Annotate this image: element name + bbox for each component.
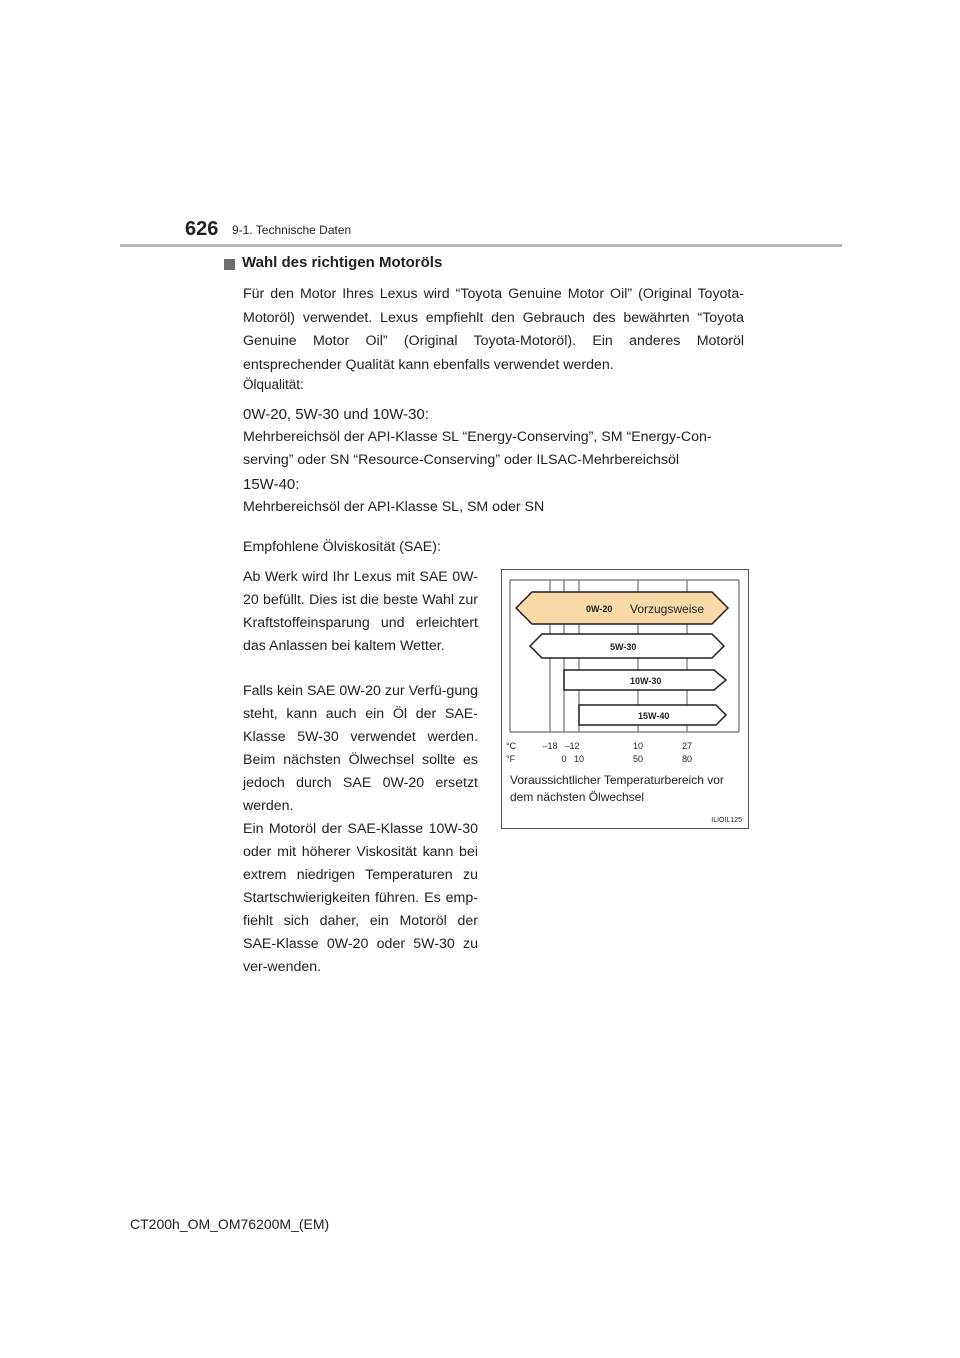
bar-label-preferred: Vorzugsweise bbox=[630, 602, 705, 616]
tick-c-27: 27 bbox=[681, 741, 693, 751]
paragraph-factory-fill: Ab Werk wird Ihr Lexus mit SAE 0W-20 befüllt. Dies ist die beste Wahl zur Kraftstoffeinsparung und erleichtert das Anlassen bei kaltem Wetter. bbox=[243, 569, 478, 654]
tick-c-minus18: –18 bbox=[542, 741, 558, 751]
viscosity-chart bbox=[502, 570, 747, 827]
section-title: 9-1. Technische Daten bbox=[232, 223, 352, 237]
tick-f-10: 10 bbox=[573, 754, 585, 764]
bar-label-15w40: 15W-40 bbox=[638, 711, 670, 721]
figure-code: ILIOIL125 bbox=[711, 817, 742, 824]
unit-celsius: °C bbox=[506, 741, 517, 751]
document-code-footer: CT200h_OM_OM76200M_(EM) bbox=[130, 1216, 330, 1232]
bar-label-10w30: 10W-30 bbox=[630, 676, 662, 686]
intro-paragraph: Für den Motor Ihres Lexus wird “Toyota Genuine Motor Oil” (Original Toyota-Motoröl) verwendet. Lexus empfiehlt den Gebrauch des bewährten “Toyota Genuine Motor Oil” (Original Toyota-Motoröl). Ein anderes Motoröl entsprechender Qualität kann ebenfalls verwendet werden. bbox=[243, 286, 744, 373]
oil-quality-label: Ölqualität: bbox=[243, 377, 304, 392]
bar-label-5w30: 5W-30 bbox=[610, 642, 637, 652]
header-rule bbox=[120, 244, 842, 247]
tick-c-minus12: –12 bbox=[564, 741, 580, 751]
page-number: 626 bbox=[185, 218, 219, 240]
tick-f-0: 0 bbox=[561, 754, 567, 764]
viscosity-figure bbox=[501, 569, 749, 829]
figure-caption-line1: Voraussichtlicher Temperaturbereich vor bbox=[510, 773, 724, 787]
viscosity-label: Empfohlene Ölviskosität (SAE): bbox=[243, 539, 441, 555]
unit-fahrenheit: °F bbox=[506, 754, 516, 764]
paragraph-alternative-oil: Falls kein SAE 0W-20 zur Verfü-gung steht, kann auch ein Öl der SAE-Klasse 5W-30 verwendet werden. Beim nächsten Ölwechsel sollte es jedoch durch SAE 0W-20 ersetzt werden. bbox=[243, 683, 478, 814]
tick-f-50: 50 bbox=[632, 754, 644, 764]
grade1-text-line1: Mehrbereichsöl der API-Klasse SL “Energy-Conserving”, SM “Energy-Con- bbox=[243, 429, 712, 445]
bar-label-0w20: 0W-20 bbox=[586, 604, 613, 614]
figure-caption-line2: dem nächsten Ölwechsel bbox=[510, 790, 645, 804]
grade1-text-line2: serving” oder SN “Resource-Conserving” oder ILSAC-Mehrbereichsöl bbox=[243, 452, 680, 468]
tick-c-10: 10 bbox=[632, 741, 644, 751]
tick-f-80: 80 bbox=[681, 754, 693, 764]
paragraph-high-viscosity: Ein Motoröl der SAE-Klasse 10W-30 oder mit höherer Viskosität kann bei extrem niedrigen Temperaturen zu Startschwierigkeiten führen. Es emp-fiehlt sich daher, ein Motoröl der SAE-Klasse 0W-20 oder 5W-30 zu ver-wenden. bbox=[243, 821, 478, 975]
square-bullet-icon bbox=[224, 259, 235, 270]
grade1-title: 0W-20, 5W-30 und 10W-30: bbox=[243, 406, 429, 423]
grade2-text: Mehrbereichsöl der API-Klasse SL, SM oder SN bbox=[243, 499, 545, 515]
grade2-title: 15W-40: bbox=[243, 476, 300, 493]
subsection-heading: Wahl des richtigen Motoröls bbox=[242, 254, 443, 271]
